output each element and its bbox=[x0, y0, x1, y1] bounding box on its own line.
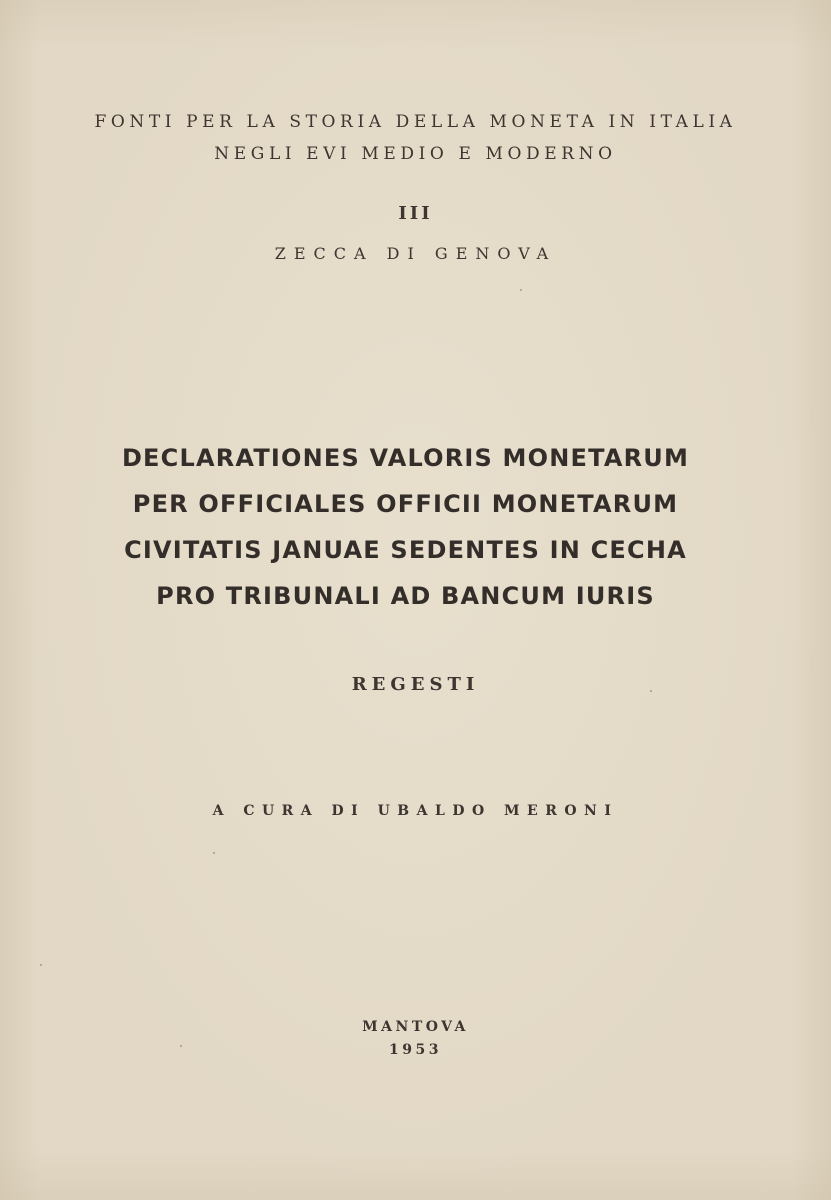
publication-year: 1953 bbox=[389, 1042, 442, 1058]
volume-number: III bbox=[398, 203, 433, 224]
editor-credit: A CURA DI UBALDO MERONI bbox=[212, 803, 619, 819]
paper-speck bbox=[213, 852, 215, 854]
paper-speck bbox=[180, 1045, 182, 1047]
series-title-line-1: FONTI PER LA STORIA DELLA MONETA IN ITALIA bbox=[94, 112, 737, 132]
series-title-line-2: NEGLI EVI MEDIO E MODERNO bbox=[214, 144, 617, 164]
publication-place: MANTOVA bbox=[362, 1019, 469, 1035]
main-title-line-2: PER OFFICIALES OFFICII MONETARUM bbox=[132, 490, 679, 518]
main-title-line-4: PRO TRIBUNALI AD BANCUM IURIS bbox=[156, 582, 655, 610]
paper-speck bbox=[520, 289, 522, 291]
subtitle: REGESTI bbox=[351, 674, 480, 695]
paper-speck bbox=[650, 690, 652, 692]
main-title-line-3: CIVITATIS JANUAE SEDENTES IN CECHA bbox=[124, 536, 687, 564]
main-title-line-1: DECLARATIONES VALORIS MONETARUM bbox=[121, 444, 690, 472]
mint-title: ZECCA DI GENOVA bbox=[274, 244, 557, 263]
paper-speck bbox=[40, 964, 42, 966]
